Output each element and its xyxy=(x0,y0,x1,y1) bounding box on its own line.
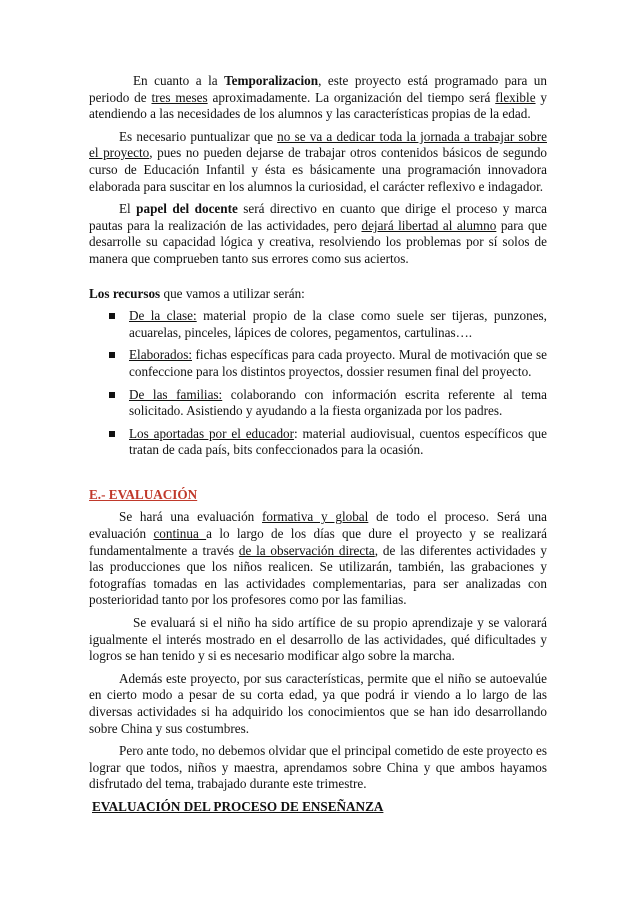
item-text: fichas específicas para cada proyecto. Mural de motivación que se confeccione para los distintos proyectos, dossier resumen final del proyecto. xyxy=(129,347,547,379)
item-label: Elaborados: xyxy=(129,347,192,363)
term-papel-docente: papel del docente xyxy=(136,201,238,217)
text: para que desarrolle su capacidad lógica y creativa, resolviendo los problemas por sí solos de manera que comprueben tanto sus errores como sus aciertos. xyxy=(89,217,548,266)
text: , de las diferentes actividades y las producciones que los niños realicen. Se utilizarán, también, las grabaciones y fotografías tomadas en las actividades complementarias, para ser analizadas con posterioridad tanto por los profesores como por las familias. xyxy=(89,542,547,608)
text: En cuanto a la xyxy=(133,73,225,88)
paragraph-docente xyxy=(89,201,547,267)
text: Se hará una evaluación xyxy=(119,509,263,525)
text: , este proyecto está programado para un periodo de xyxy=(89,73,547,105)
underlined-formativa: formativa y global xyxy=(262,509,369,525)
text: El xyxy=(119,201,137,217)
term-temporalizacion: Temporalizacion xyxy=(224,73,319,88)
underlined-flexible: flexible xyxy=(495,89,536,105)
paragraph-evaluacion-3: Además este proyecto, por sus características, permite que el niño se autoevalúe en cierto modo a pesar de su corta edad, ya que podrá ir viendo a lo largo de las diversas actividades si ha adquirido los conocimientos que se han ido desarrollando sobre China y sus costumbres. xyxy=(89,670,547,736)
item-text: material propio de la clase como suele ser tijeras, punzones, acuarelas, pinceles, lápices de colores, pegamentos, cartulinas…. xyxy=(129,308,547,340)
paragraph-puntualizar xyxy=(89,129,547,195)
list-item xyxy=(109,426,547,459)
recursos-list xyxy=(89,308,547,459)
text: y atendiendo a las necesidades de los alumnos y las características propias de la edad. xyxy=(89,89,548,122)
item-text: : material audiovisual, cuentos específicos que tratan de cada país, bits confeccionados para la ocasión. xyxy=(129,425,548,458)
section-title-evaluacion: E.- EVALUACIÓN xyxy=(89,486,198,502)
spacer xyxy=(89,268,547,286)
list-item xyxy=(109,387,547,420)
item-text: colaborando con información escrita referente al tema solicitado. Asistiendo y ayudando a la fiesta organizada por los padres. xyxy=(129,386,547,419)
text: , pues no pueden dejarse de trabajar otros contenidos básicos de segundo curso de Educación Infantil y ésta es básicamente una programación innovadora elaborada para suscitar en los alumnos la curiosidad, el carácter reflexivo e indagador. xyxy=(89,145,548,194)
list-item xyxy=(109,308,547,341)
paragraph-recursos xyxy=(89,286,547,303)
bullet-square-icon xyxy=(109,431,115,437)
text: que vamos a utilizar serán: xyxy=(160,285,305,301)
item-label: De la clase: xyxy=(129,308,197,324)
underlined-duration: tres meses xyxy=(151,89,208,105)
paragraph-evaluacion-1 xyxy=(89,509,547,609)
text: será directivo en cuanto que dirige el proceso y marca pautas para la realización de las actividades, pero xyxy=(89,201,547,233)
paragraph-evaluacion-4: Pero ante todo, no debemos olvidar que el principal cometido de este proyecto es lograr que todos, niños y maestra, aprendamos sobre China y que ambos hayamos disfrutado del tema, trabajado durante este trimestre. xyxy=(89,743,547,792)
bullet-square-icon xyxy=(109,313,115,319)
text: de todo el proceso. Será una evaluación xyxy=(89,509,547,542)
section-title-evaluacion-proceso: EVALUACIÓN DEL PROCESO DE ENSEÑANZA xyxy=(92,798,384,814)
text: aproximadamente. La organización del tiempo será xyxy=(207,89,496,105)
underlined-continua: continua xyxy=(153,526,207,542)
underlined-phrase: no se va a dedicar toda la jornada a trabajar sobre el proyecto xyxy=(89,128,547,161)
item-label: De las familias: xyxy=(129,386,223,402)
paragraph-evaluacion-2: Se evaluará si el niño ha sido artífice de su propio aprendizaje y se valorará igualmente el interés mostrado en el desarrollo de las actividades, qué dificultades y logros se han tenido y si es necesario modificar algo sobre la marcha. xyxy=(89,615,547,664)
underlined-libertad: dejará libertad al alumno xyxy=(361,217,497,233)
list-item xyxy=(109,347,547,380)
item-label: Los aportadas por el educador xyxy=(129,425,295,441)
term-recursos: Los recursos xyxy=(89,285,161,301)
text: Es necesario puntualizar que xyxy=(119,128,278,144)
underlined-observacion: de la observación directa xyxy=(238,542,375,558)
bullet-square-icon xyxy=(109,352,115,358)
document-page xyxy=(89,73,547,816)
bullet-square-icon xyxy=(109,392,115,398)
paragraph-temporalizacion xyxy=(89,73,547,123)
text: a lo largo de los días que dure el proyecto y se realizará fundamentalmente a través xyxy=(89,526,547,558)
